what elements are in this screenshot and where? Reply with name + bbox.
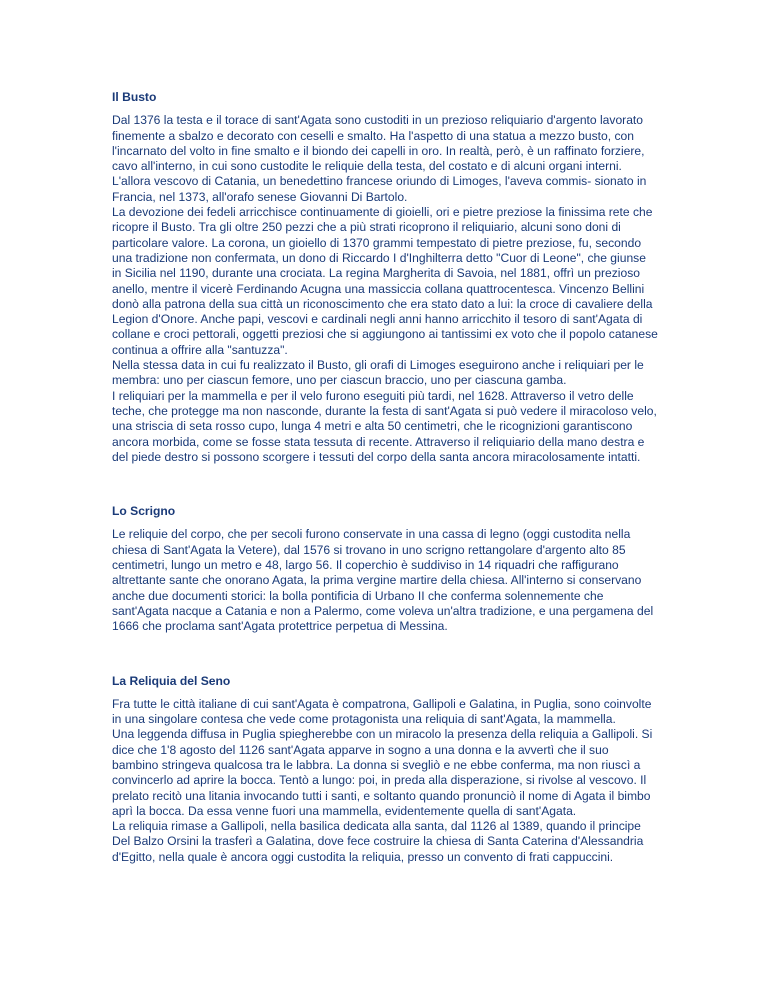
paragraph: La devozione dei fedeli arricchisce continuamente di gioielli, ori e pietre preziose la finissima rete che ricopre il Busto. Tra gli oltre 250 pezzi che a più strati ricoprono il reliquiario, alcuni sono doni di particolare valore. La corona, un gioiello di 1370 grammi tempestato di pietre preziose, fu, secondo una tradizione non confermata, un dono di Riccardo I d'Inghilterra detto "Cuor di Leone", che giunse in Sicilia nel 1190, durante una crociata. La regina Margherita di Savoia, nel 1881, offrì un prezioso anello, mentre il vicerè Ferdinando Acugna una massiccia collana quattrocentesca. Vincenzo Bellini donò alla patrona della sua città un riconoscimento che era stato dato a lui: la croce di cavaliere della Legion d'Onore. Anche papi, vescovi e cardinali negli anni hanno arricchito il tesoro di sant'Agata di collane e croci pettorali, oggetti preziosi che si aggiungono ai tantissimi ex voto che il popolo catanese continua a offrire alla "santuzza". (112, 205, 658, 357)
section-title: Lo Scrigno (112, 504, 176, 519)
section-title: Il Busto (112, 90, 157, 104)
section-lo-scrigno (112, 504, 658, 634)
paragraph: Nella stessa data in cui fu realizzato il Busto, gli orafi di Limoges eseguirono anche i reliquiari per le membra: uno per ciascun femore, uno per ciascun braccio, uno per ciascuna gamba. (112, 358, 644, 388)
section-il-busto (112, 90, 658, 465)
paragraph: I reliquiari per la mammella e per il velo furono eseguiti più tardi, nel 1628. Attraverso il vetro delle teche, che protegge ma non nasconde, durante la festa di sant'Agata si può vedere il miracoloso velo, una striscia di seta rosso cupo, lunga 4 metri e alta 50 centimetri, che le ricognizioni garantiscono ancora morbida, come se fosse stata tessuta di recente. Attraverso il reliquiario della mano destra e del piede destro si possono scorgere i tessuti del corpo della santa ancora miracolosamente intatti. (112, 388, 657, 464)
document-page (112, 90, 658, 904)
paragraph: Una leggenda diffusa in Puglia spiegherebbe con un miracolo la presenza della reliquia a Gallipoli. Si dice che 1'8 agosto del 1126 sant'Agata apparve in sogno a una donna e la avvertì che il suo bambino stringeva qualcosa tra le labbra. La donna si svegliò e ne ebbe conferma, ma non riuscì a convincerlo ad aprire la bocca. Tentò a lungo: poi, in preda alla disperazione, si rivolse al vescovo. Il prelato recitò una litania invocando tutti i santi, e soltanto quando pronunciò il nome di Agata il bimbo aprì la bocca. Da essa venne fuori una mammella, evidentemente quella di sant'Agata. (112, 727, 653, 818)
paragraph: Dal 1376 la testa e il torace di sant'Agata sono custoditi in un prezioso reliquiario d'argento lavorato finemente a sbalzo e decorato con ceselli e smalto. Ha l'aspetto di una statua a mezzo busto, con l'incarnato del volto in fine smalto e il biondo dei capelli in oro. In realtà, però, è un raffinato forziere, cavo all'interno, in cui sono custodite le reliquie della testa, del costato e di alcuni organi interni. L'allora vescovo di Catania, un benedettino francese oriundo di Limoges, l'aveva commis- sionato in Francia, nel 1373, all'orafo senese Giovanni Di Bartolo. (112, 113, 647, 204)
section-title: La Reliquia del Seno (112, 673, 231, 688)
paragraph: La reliquia rimase a Gallipoli, nella basilica dedicata alla santa, dal 1126 al 1389, quando il principe Del Balzo Orsini la trasferì a Galatina, dove fece costruire la chiesa di Santa Caterina d'Alessandria d'Egitto, nella quale è ancora oggi custodita la reliquia, presso un convento di frati cappuccini. (112, 819, 644, 864)
paragraph: Fra tutte le città italiane di cui sant'Agata è compatrona, Gallipoli e Galatina, in Puglia, sono coinvolte in una singolare contesa che vede come protagonista una reliquia di sant'Agata, la mammella. (112, 696, 652, 727)
paragraph: Le reliquie del corpo, che per secoli furono conservate in una cassa di legno (oggi custodita nella chiesa di Sant'Agata la Vetere), dal 1576 si trovano in uno scrigno rettangolare d'argento alto 85 centimetri, lungo un metro e 48, largo 56. Il coperchio è suddiviso in 14 riquadri che raffigurano altrettante sante che onorano Agata, la prima vergine martire della chiesa. All'interno si conservano anche due documenti storici: la bolla pontificia di Urbano II che conferma solennemente che sant'Agata nacque a Catania e non a Palermo, come voleva un'altra tradizione, e una pergamena del 1666 che proclama sant'Agata protettrice perpetua di Messina. (112, 527, 654, 634)
section-reliquia-del-seno (112, 674, 658, 866)
